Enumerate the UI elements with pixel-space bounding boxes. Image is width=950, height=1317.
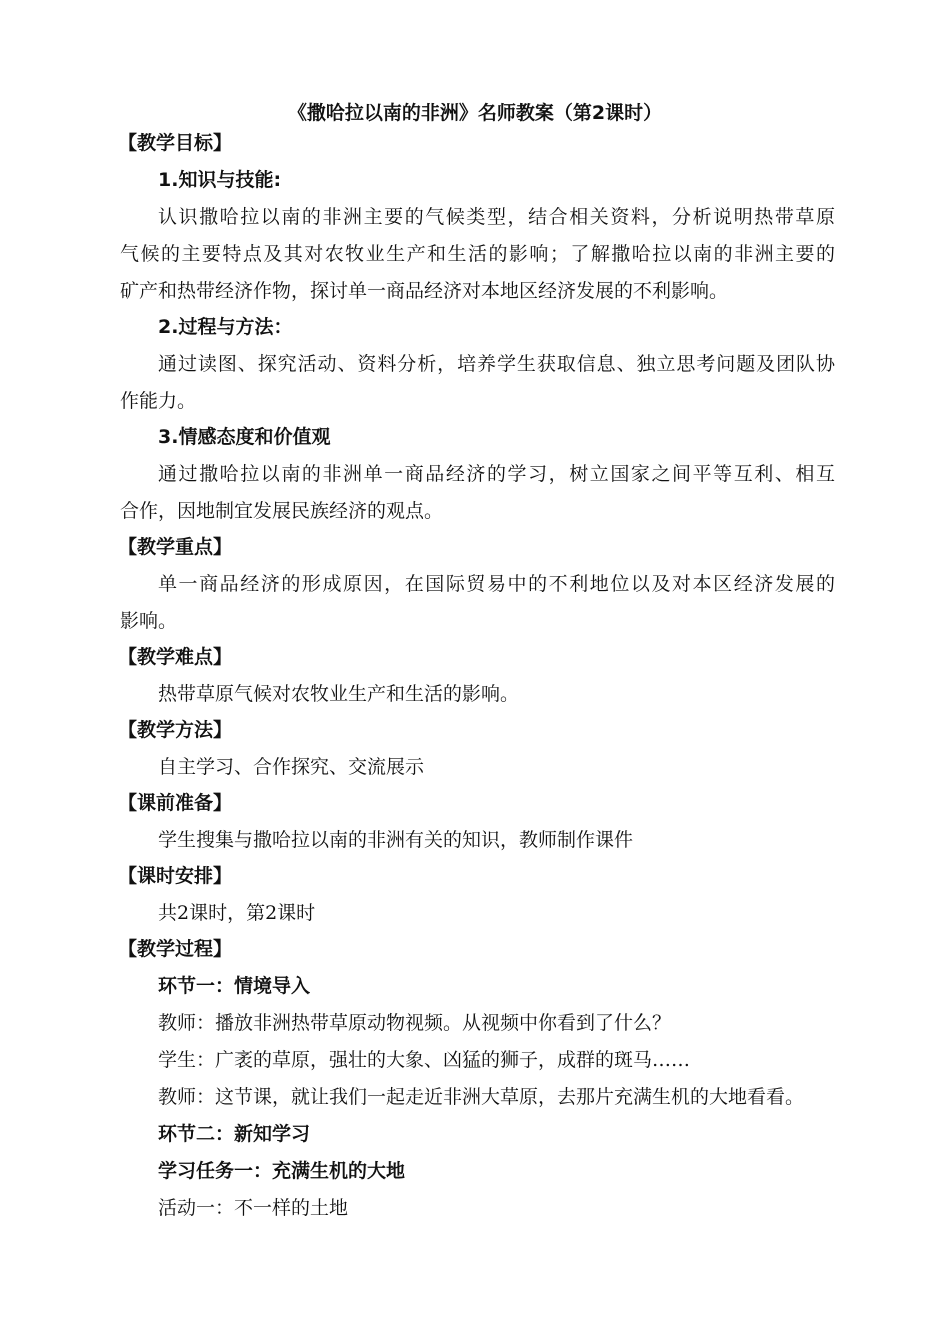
dialog-line: 教师：播放非洲热带草原动物视频。从视频中你看到了什么？ — [158, 1012, 672, 1034]
paragraph-line: 作能力。 — [120, 390, 197, 412]
paragraph-line: 气候的主要特点及其对农牧业生产和生活的影响；了解撒哈拉以南的非洲主要的 — [120, 243, 835, 265]
paragraph-line: 单一商品经济的形成原因，在国际贸易中的不利地位以及对本区经济发展的 — [158, 573, 835, 595]
process-method-heading: 2.过程与方法： — [158, 316, 293, 338]
step1-heading: 环节一：情境导入 — [158, 975, 311, 997]
paragraph-line: 学生搜集与撒哈拉以南的非洲有关的知识，教师制作课件 — [158, 829, 634, 851]
attitude-heading: 3.情感态度和价值观 — [158, 426, 331, 448]
knowledge-heading: 1.知识与技能: — [158, 169, 282, 191]
task1-heading: 学习任务一：充满生机的大地 — [158, 1160, 406, 1182]
paragraph-line: 共2课时，第2课时 — [158, 902, 316, 924]
dialog-line: 教师：这节课，就让我们一起走近非洲大草原，去那片充满生机的大地看看。 — [158, 1086, 805, 1108]
schedule-heading: 【课时安排】 — [118, 865, 233, 887]
paragraph-line: 合作，因地制宜发展民族经济的观点。 — [120, 500, 444, 522]
paragraph-line: 热带草原气候对农牧业生产和生活的影响。 — [158, 683, 520, 705]
paragraph-line: 通过撒哈拉以南的非洲单一商品经济的学习，树立国家之间平等互利、相互 — [158, 463, 835, 485]
difficulties-heading: 【教学难点】 — [118, 646, 233, 668]
step2-heading: 环节二：新知学习 — [158, 1123, 311, 1145]
paragraph-line: 认识撒哈拉以南的非洲主要的气候类型，结合相关资料，分析说明热带草原 — [158, 206, 835, 228]
document-title: 《撒哈拉以南的非洲》名师教案（第2课时） — [287, 102, 663, 124]
objectives-heading: 【教学目标】 — [118, 132, 233, 154]
paragraph-line: 通过读图、探究活动、资料分析，培养学生获取信息、独立思考问题及团队协 — [158, 353, 835, 375]
key-points-heading: 【教学重点】 — [118, 536, 233, 558]
teaching-process-heading: 【教学过程】 — [118, 938, 233, 960]
paragraph-line: 影响。 — [120, 610, 178, 632]
methods-heading: 【教学方法】 — [118, 719, 233, 741]
paragraph-line: 矿产和热带经济作物，探讨单一商品经济对本地区经济发展的不利影响。 — [120, 280, 729, 302]
preparation-heading: 【课前准备】 — [118, 792, 233, 814]
activity1-line: 活动一：不一样的土地 — [158, 1197, 349, 1219]
paragraph-line: 自主学习、合作探究、交流展示 — [158, 756, 425, 778]
dialog-line: 学生：广袤的草原，强壮的大象、凶猛的狮子，成群的斑马…… — [158, 1049, 691, 1071]
